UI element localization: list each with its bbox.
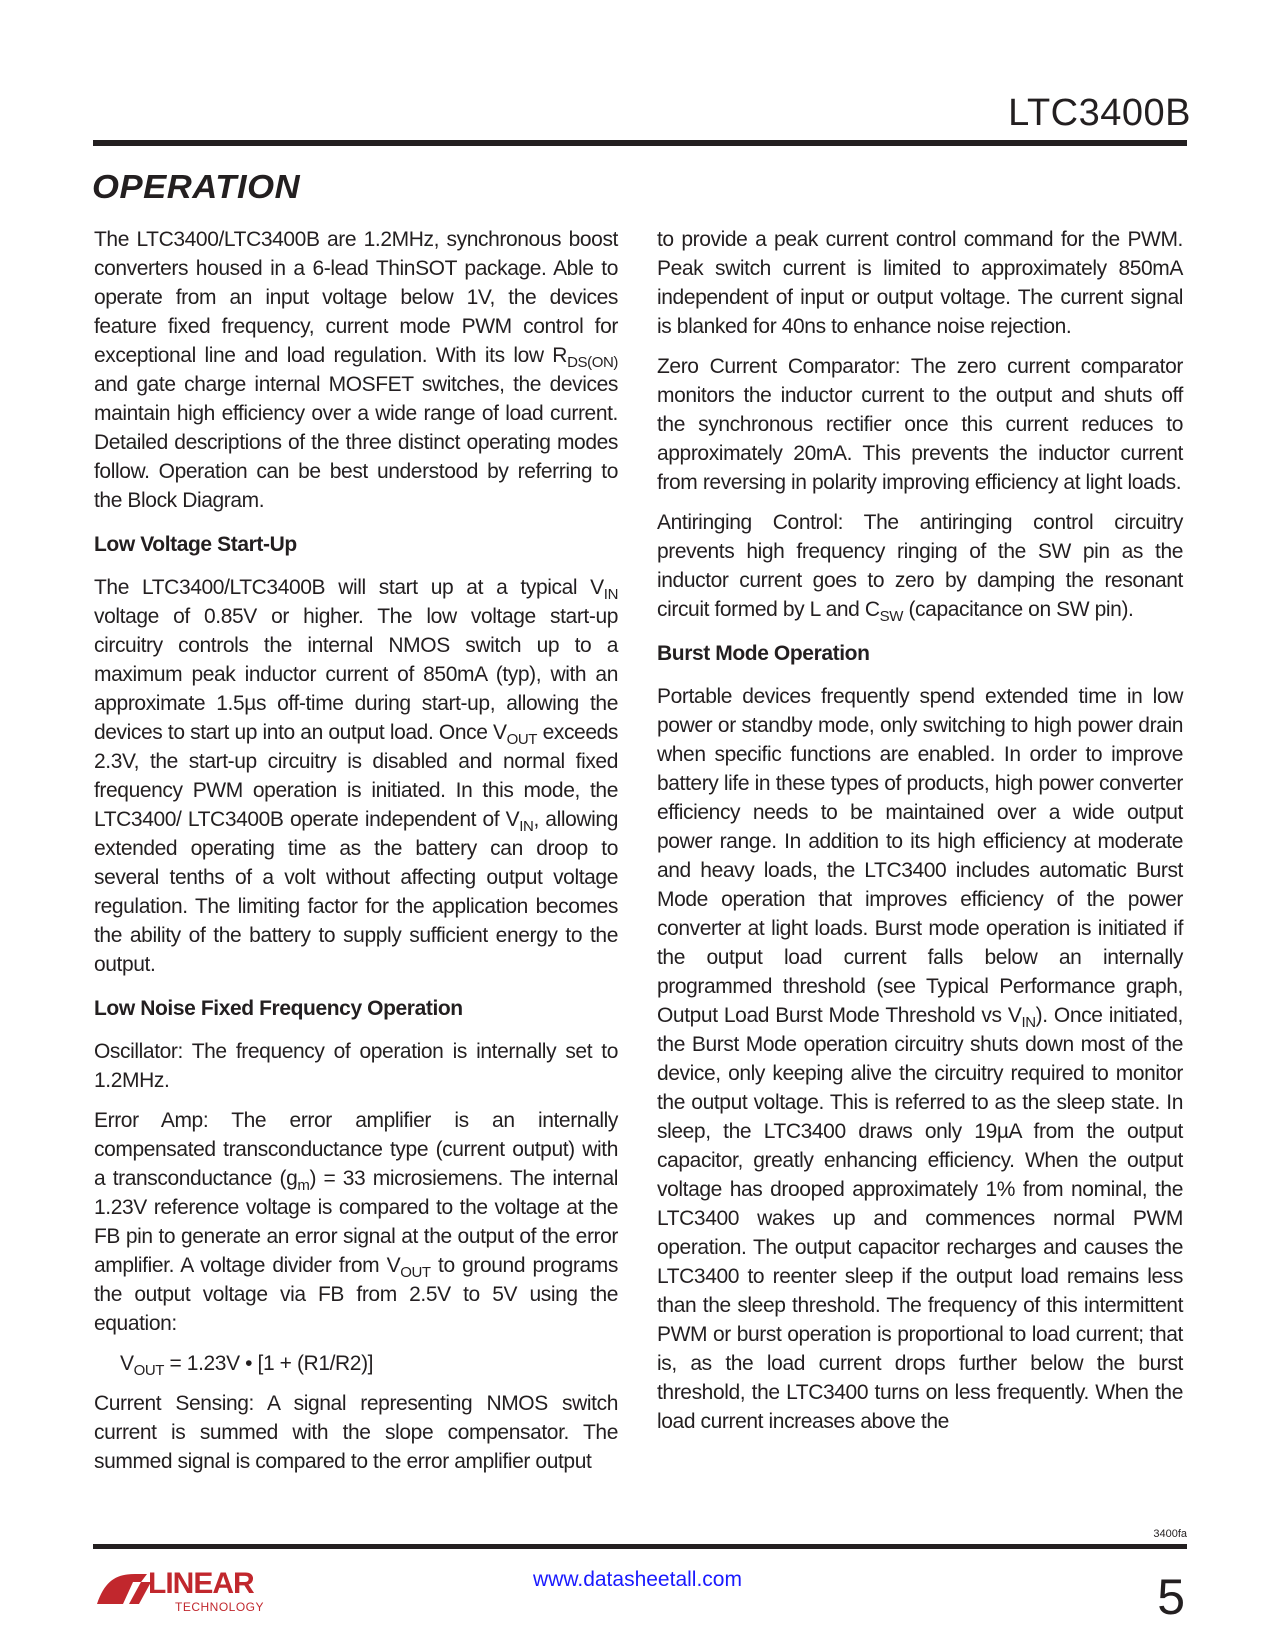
footer-url-link[interactable]: www.datasheetall.com bbox=[533, 1568, 742, 1591]
current-sensing-paragraph: Current Sensing: A signal representing NMOS switch current is summed with the slope compensator. The summed signal is compared to the error amplifier output bbox=[94, 1392, 618, 1473]
part-number: LTC3400B bbox=[1008, 92, 1191, 134]
right-column bbox=[657, 225, 1183, 1447]
antiringing-paragraph: Antiringing Control: The antiringing control circuitry prevents high frequency ringing of the SW pin as the inductor current goes to zero by damping the resonant circuit formed by L and $C_{SW}$ (capacitance on SW pin). bbox=[657, 511, 1183, 625]
startup-heading: Low Voltage Start-Up bbox=[94, 533, 297, 556]
logo-subtitle: TECHNOLOGY bbox=[175, 1600, 265, 1614]
continuation-paragraph: to provide a peak current control command for the PWM. Peak switch current is limited to approximately 850mA independent of input or output voltage. The current signal is blanked for 40ns to enhance noise rejection. bbox=[657, 228, 1183, 338]
footer-rule bbox=[93, 1544, 1187, 1549]
document-code: 3400fa bbox=[1153, 1528, 1187, 1540]
page-number: 5 bbox=[1157, 1569, 1185, 1625]
zero-current-paragraph: Zero Current Comparator: The zero current comparator monitors the inductor current to the output and shuts off the synchronous rectifier once this current reduces to approximately 20mA. This prevents the inductor current from reversing in polarity improving efficiency at light loads. bbox=[657, 355, 1183, 494]
lownoise-heading: Low Noise Fixed Frequency Operation bbox=[94, 997, 463, 1020]
burst-paragraph: Portable devices frequently spend extended time in low power or standby mode, only switching to high power drain when specific functions are enabled. In order to improve battery life in these types of products, high power converter efficiency needs to be maintained over a wide output power range. In addition to its high efficiency at moderate and heavy loads, the LTC3400 includes automatic Burst Mode operation that improves efficiency of the power converter at light loads. Burst mode operation is initiated if the output load current falls below an internally programmed threshold (see Typical Performance graph, Output Load Burst Mode Threshold vs $V_{IN}$). Once initiated, the Burst Mode operation circuitry shuts down most of the device, only keeping alive the circuitry required to monitor the output voltage. This is referred to as the sleep state. In sleep, the LTC3400 draws only 19µA from the output capacitor, greatly enhancing efficiency. When the output voltage has drooped approximately 1% from nominal, the LTC3400 wakes up and commences normal PWM operation. The output capacitor recharges and causes the LTC3400 to reenter sleep if the output load remains less than the sleep threshold. The frequency of this intermittent PWM or burst operation is proportional to load current; that is, as the load current drops further below the burst threshold, the LTC3400 turns on less frequently. When the load current increases above the bbox=[657, 685, 1183, 1433]
startup-paragraph: The LTC3400/LTC3400B will start up at a typical $V_{IN}$ voltage of 0.85V or higher. The low voltage start-up circuitry controls the internal NMOS switch up to a maximum peak inductor current of 850mA (typ), with an approximate 1.5µs off-time during start-up, allowing the devices to start up into an output load. Once $V_{OUT}$ exceeds 2.3V, the start-up circuitry is disabled and normal fixed frequency PWM operation is initiated. In this mode, the LTC3400/ LTC3400B operate independent of $V_{IN}$, allowing extended operating time as the battery can droop to several tenths of a volt without affecting output voltage regulation. The limiting factor for the application becomes the ability of the battery to supply sufficient energy to the output. bbox=[94, 576, 618, 976]
header-rule bbox=[93, 140, 1187, 146]
intro-paragraph: The LTC3400/LTC3400B are 1.2MHz, synchronous boost converters housed in a 6-lead ThinSOT package. Able to operate from an input voltage below 1V, the devices feature fixed frequency, current mode PWM control for exceptional line and load regulation. With its low $R_{DS(ON)}$ and gate charge internal MOSFET switches, the devices maintain high efficiency over a wide range of load current. Detailed descriptions of the three distinct operating modes follow. Operation can be best understood by referring to the Block Diagram. bbox=[94, 228, 618, 512]
left-column bbox=[94, 225, 618, 1487]
vout-equation: $V_{OUT} = 1.23V$ • [1 + (R1/R2)] bbox=[120, 1352, 374, 1379]
section-title: OPERATION bbox=[92, 168, 301, 205]
logo-wordmark: LINEAR bbox=[148, 1567, 254, 1600]
error-amp-paragraph: Error Amp: The error amplifier is an internally compensated transconductance type (current output) with a transconductance $(g_m) = 33$ microsiemens. The internal 1.23V reference voltage is compared to the voltage at the FB pin to generate an error signal at the output of the error amplifier. A voltage divider from $V_{OUT}$ to ground programs the output voltage via FB from 2.5V to 5V using the equation: bbox=[94, 1109, 618, 1335]
burst-heading: Burst Mode Operation bbox=[657, 642, 870, 665]
oscillator-paragraph: Oscillator: The frequency of operation is internally set to 1.2MHz. bbox=[94, 1040, 618, 1092]
